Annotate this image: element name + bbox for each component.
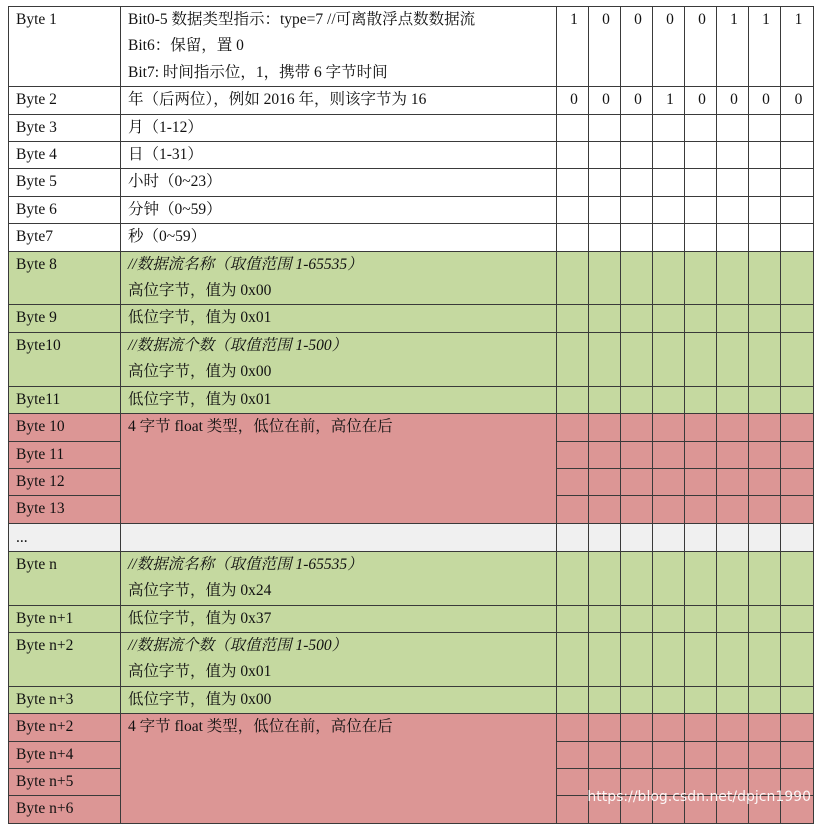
table-row bbox=[9, 87, 814, 114]
bit-cell bbox=[685, 305, 717, 332]
bit-cell: 1 bbox=[781, 7, 814, 87]
bit-cell bbox=[557, 523, 589, 551]
bit-cell bbox=[589, 251, 621, 305]
bit-cell: 0 bbox=[621, 7, 653, 87]
byte-label: Byte 6 bbox=[9, 196, 121, 223]
bit-cell bbox=[557, 414, 589, 441]
bit-cell bbox=[749, 523, 781, 551]
bit-cell bbox=[653, 551, 685, 605]
table-row bbox=[9, 605, 814, 632]
bit-cell bbox=[653, 605, 685, 632]
bit-cell: 0 bbox=[685, 87, 717, 114]
table-row bbox=[9, 114, 814, 141]
bit-cell bbox=[781, 386, 814, 413]
byte-label: Byte10 bbox=[9, 332, 121, 386]
description-line: //数据流名称（取值范围 1-65535） bbox=[128, 255, 363, 273]
bit-cell bbox=[717, 605, 749, 632]
bit-cell bbox=[781, 441, 814, 468]
bit-cell bbox=[621, 142, 653, 169]
bit-cell bbox=[621, 169, 653, 196]
bit-cell bbox=[589, 605, 621, 632]
bit-cell bbox=[557, 468, 589, 495]
bit-cell bbox=[653, 196, 685, 223]
description-line: 高位字节，值为 0x24 bbox=[128, 582, 272, 600]
description-line: 月（1-12） bbox=[128, 118, 203, 136]
bit-cell bbox=[781, 523, 814, 551]
bit-cell bbox=[621, 224, 653, 251]
description-cell bbox=[121, 169, 557, 196]
bit-cell bbox=[589, 305, 621, 332]
bit-cell bbox=[589, 332, 621, 386]
bit-cell bbox=[717, 332, 749, 386]
bit-cell bbox=[749, 468, 781, 495]
bit-cell bbox=[621, 496, 653, 523]
bit-cell bbox=[781, 332, 814, 386]
byte-label: Byte11 bbox=[9, 386, 121, 413]
bit-cell bbox=[557, 114, 589, 141]
bit-cell bbox=[717, 142, 749, 169]
byte-label: Byte 5 bbox=[9, 169, 121, 196]
bit-cell: 0 bbox=[621, 87, 653, 114]
bit-cell bbox=[589, 714, 621, 741]
bit-cell bbox=[781, 468, 814, 495]
description-line: //数据流个数（取值范围 1-500） bbox=[128, 336, 348, 354]
bit-cell bbox=[653, 714, 685, 741]
bit-cell bbox=[621, 468, 653, 495]
bit-cell bbox=[717, 414, 749, 441]
bit-cell bbox=[557, 605, 589, 632]
byte-label: ... bbox=[9, 523, 121, 551]
bit-cell bbox=[685, 686, 717, 713]
bit-cell bbox=[717, 496, 749, 523]
byte-label: Byte n+3 bbox=[9, 686, 121, 713]
bit-cell bbox=[621, 551, 653, 605]
description-cell bbox=[121, 332, 557, 386]
bit-cell bbox=[589, 468, 621, 495]
bit-cell bbox=[621, 414, 653, 441]
bit-cell bbox=[589, 224, 621, 251]
description-cell bbox=[121, 414, 557, 524]
description-line: 小时（0~23） bbox=[128, 173, 222, 191]
description-line: 高位字节，值为 0x00 bbox=[128, 363, 272, 381]
bit-cell bbox=[653, 441, 685, 468]
bit-cell bbox=[717, 251, 749, 305]
byte-label: Byte 9 bbox=[9, 305, 121, 332]
bit-cell bbox=[685, 332, 717, 386]
bit-cell: 0 bbox=[781, 87, 814, 114]
bit-cell bbox=[685, 741, 717, 768]
bit-cell bbox=[749, 632, 781, 686]
bit-cell: 0 bbox=[717, 87, 749, 114]
bit-cell: 0 bbox=[557, 87, 589, 114]
bit-cell bbox=[717, 224, 749, 251]
description-line: 4 字节 float 类型，低位在前，高位在后 bbox=[128, 718, 393, 736]
byte-label: Byte 12 bbox=[9, 468, 121, 495]
bit-cell: 0 bbox=[589, 7, 621, 87]
bit-cell bbox=[781, 251, 814, 305]
bit-cell bbox=[749, 251, 781, 305]
bit-cell bbox=[685, 224, 717, 251]
bit-cell bbox=[685, 496, 717, 523]
bit-cell bbox=[557, 632, 589, 686]
bit-cell bbox=[557, 305, 589, 332]
bit-cell bbox=[589, 386, 621, 413]
table-row bbox=[9, 251, 814, 305]
table-row bbox=[9, 169, 814, 196]
bit-cell bbox=[557, 714, 589, 741]
bit-cell bbox=[653, 523, 685, 551]
bit-cell bbox=[781, 169, 814, 196]
bit-cell bbox=[781, 686, 814, 713]
bit-cell bbox=[749, 686, 781, 713]
byte-label: Byte n+1 bbox=[9, 605, 121, 632]
bit-cell bbox=[589, 741, 621, 768]
bit-cell bbox=[557, 796, 589, 823]
bit-cell bbox=[653, 468, 685, 495]
bit-cell bbox=[717, 468, 749, 495]
bit-cell bbox=[653, 386, 685, 413]
bit-cell bbox=[653, 251, 685, 305]
bit-cell: 1 bbox=[717, 7, 749, 87]
table-row bbox=[9, 632, 814, 686]
bit-cell bbox=[685, 414, 717, 441]
bit-cell bbox=[557, 551, 589, 605]
bit-cell bbox=[685, 169, 717, 196]
bit-cell bbox=[589, 196, 621, 223]
bit-cell bbox=[653, 414, 685, 441]
bit-cell bbox=[685, 441, 717, 468]
description-cell bbox=[121, 87, 557, 114]
bit-cell bbox=[653, 741, 685, 768]
byte-label: Byte n bbox=[9, 551, 121, 605]
bit-cell bbox=[557, 741, 589, 768]
bit-cell bbox=[685, 551, 717, 605]
byte-label: Byte 10 bbox=[9, 414, 121, 441]
bit-cell bbox=[717, 741, 749, 768]
bit-cell bbox=[685, 714, 717, 741]
description-line: 低位字节，值为 0x01 bbox=[128, 390, 272, 408]
bit-cell bbox=[781, 414, 814, 441]
bit-cell bbox=[781, 196, 814, 223]
bit-cell bbox=[621, 741, 653, 768]
bit-cell bbox=[589, 414, 621, 441]
bit-cell bbox=[717, 632, 749, 686]
protocol-table bbox=[8, 6, 814, 824]
bit-cell bbox=[749, 551, 781, 605]
bit-cell bbox=[749, 441, 781, 468]
byte-label: Byte 8 bbox=[9, 251, 121, 305]
bit-cell: 0 bbox=[685, 7, 717, 87]
table-row bbox=[9, 686, 814, 713]
bit-cell bbox=[717, 114, 749, 141]
table-row bbox=[9, 196, 814, 223]
bit-cell bbox=[653, 114, 685, 141]
description-line: Bit0-5 数据类型指示：type=7 //可离散浮点数数据流 bbox=[128, 11, 476, 28]
description-cell bbox=[121, 605, 557, 632]
bit-cell bbox=[589, 632, 621, 686]
bit-cell bbox=[685, 196, 717, 223]
description-line: 分钟（0~59） bbox=[128, 200, 222, 218]
bit-cell bbox=[749, 332, 781, 386]
bit-cell bbox=[557, 496, 589, 523]
bit-cell bbox=[749, 305, 781, 332]
bit-cell bbox=[653, 686, 685, 713]
bit-cell bbox=[653, 496, 685, 523]
bit-cell bbox=[557, 196, 589, 223]
bit-cell bbox=[653, 142, 685, 169]
bit-cell bbox=[557, 441, 589, 468]
description-cell bbox=[121, 251, 557, 305]
description-cell bbox=[121, 523, 557, 551]
byte-label: Byte 2 bbox=[9, 87, 121, 114]
byte-label: Byte n+4 bbox=[9, 741, 121, 768]
byte-label: Byte 11 bbox=[9, 441, 121, 468]
byte-label: Byte 3 bbox=[9, 114, 121, 141]
bit-cell bbox=[589, 169, 621, 196]
bit-cell bbox=[749, 114, 781, 141]
bit-cell bbox=[621, 523, 653, 551]
bit-cell bbox=[653, 632, 685, 686]
bit-cell bbox=[557, 142, 589, 169]
bit-cell bbox=[781, 714, 814, 741]
bit-cell bbox=[653, 332, 685, 386]
bit-cell bbox=[749, 224, 781, 251]
byte-label: Byte7 bbox=[9, 224, 121, 251]
bit-cell bbox=[589, 496, 621, 523]
bit-cell bbox=[685, 114, 717, 141]
bit-cell bbox=[781, 224, 814, 251]
bit-cell bbox=[717, 386, 749, 413]
bit-cell bbox=[653, 224, 685, 251]
bit-cell bbox=[749, 169, 781, 196]
description-line: 低位字节，值为 0x01 bbox=[128, 309, 272, 327]
bit-cell bbox=[685, 251, 717, 305]
bit-cell bbox=[717, 196, 749, 223]
table-row bbox=[9, 224, 814, 251]
table-row bbox=[9, 414, 814, 441]
byte-label: Byte 1 bbox=[9, 7, 121, 87]
description-line: 秒（0~59） bbox=[128, 228, 207, 246]
bit-cell bbox=[589, 523, 621, 551]
description-line: 高位字节，值为 0x01 bbox=[128, 663, 272, 681]
bit-cell: 1 bbox=[557, 7, 589, 87]
description-line: //数据流个数（取值范围 1-500） bbox=[128, 636, 348, 654]
bit-cell: 0 bbox=[653, 7, 685, 87]
byte-label: Byte n+6 bbox=[9, 796, 121, 823]
bit-cell bbox=[717, 523, 749, 551]
bit-cell bbox=[621, 441, 653, 468]
bit-cell bbox=[589, 686, 621, 713]
bit-cell: 0 bbox=[589, 87, 621, 114]
bit-cell bbox=[717, 169, 749, 196]
bit-cell bbox=[621, 332, 653, 386]
table-row bbox=[9, 305, 814, 332]
description-cell bbox=[121, 386, 557, 413]
bit-cell bbox=[749, 741, 781, 768]
byte-label: Byte n+2 bbox=[9, 714, 121, 741]
description-line: Bit7: 时间指示位，1，携带 6 字节时间 bbox=[128, 63, 388, 81]
bit-cell bbox=[621, 686, 653, 713]
description-cell bbox=[121, 551, 557, 605]
byte-label: Byte n+5 bbox=[9, 768, 121, 795]
description-line: 高位字节，值为 0x00 bbox=[128, 282, 272, 300]
description-line: 年（后两位），例如 2016 年，则该字节为 16 bbox=[128, 91, 427, 109]
bit-cell bbox=[557, 169, 589, 196]
table-row bbox=[9, 332, 814, 386]
bit-cell bbox=[781, 605, 814, 632]
bit-cell bbox=[653, 169, 685, 196]
bit-cell bbox=[685, 468, 717, 495]
bit-cell bbox=[749, 496, 781, 523]
bit-cell bbox=[685, 142, 717, 169]
bit-cell bbox=[781, 632, 814, 686]
table-row bbox=[9, 523, 814, 551]
bit-cell bbox=[749, 605, 781, 632]
bit-cell bbox=[557, 686, 589, 713]
description-cell bbox=[121, 114, 557, 141]
description-cell bbox=[121, 305, 557, 332]
description-line: 低位字节，值为 0x37 bbox=[128, 609, 272, 627]
description-line: 4 字节 float 类型，低位在前，高位在后 bbox=[128, 418, 393, 436]
description-cell bbox=[121, 224, 557, 251]
byte-label: Byte 4 bbox=[9, 142, 121, 169]
description-cell bbox=[121, 632, 557, 686]
bit-cell: 0 bbox=[749, 87, 781, 114]
bit-cell bbox=[717, 686, 749, 713]
bit-cell bbox=[621, 251, 653, 305]
table-row bbox=[9, 7, 814, 87]
bit-cell bbox=[621, 386, 653, 413]
byte-label: Byte n+2 bbox=[9, 632, 121, 686]
bit-cell bbox=[589, 142, 621, 169]
bit-cell bbox=[781, 551, 814, 605]
bit-cell bbox=[781, 496, 814, 523]
bit-cell bbox=[781, 114, 814, 141]
bit-cell bbox=[557, 386, 589, 413]
bit-cell bbox=[781, 142, 814, 169]
bit-cell bbox=[749, 414, 781, 441]
bit-cell bbox=[621, 632, 653, 686]
bit-cell bbox=[685, 632, 717, 686]
description-cell bbox=[121, 714, 557, 824]
watermark: https://blog.csdn.net/dpjcn1990 bbox=[587, 789, 811, 805]
bit-cell bbox=[781, 305, 814, 332]
bit-cell bbox=[749, 714, 781, 741]
bit-cell bbox=[557, 251, 589, 305]
bit-cell bbox=[621, 196, 653, 223]
bit-cell bbox=[653, 305, 685, 332]
table-row bbox=[9, 714, 814, 741]
bit-cell bbox=[749, 386, 781, 413]
description-line: //数据流名称（取值范围 1-65535） bbox=[128, 555, 363, 573]
bit-cell bbox=[621, 114, 653, 141]
bit-cell bbox=[621, 605, 653, 632]
description-line: 低位字节，值为 0x00 bbox=[128, 690, 272, 708]
bit-cell bbox=[557, 224, 589, 251]
description-line: Bit6：保留，置 0 bbox=[128, 37, 244, 55]
bit-cell bbox=[717, 441, 749, 468]
bit-cell bbox=[717, 305, 749, 332]
bit-cell bbox=[589, 551, 621, 605]
bit-cell bbox=[621, 714, 653, 741]
bit-cell: 1 bbox=[749, 7, 781, 87]
bit-cell bbox=[685, 523, 717, 551]
bit-cell bbox=[621, 305, 653, 332]
bit-cell bbox=[557, 332, 589, 386]
bit-cell bbox=[685, 386, 717, 413]
bit-cell bbox=[717, 714, 749, 741]
bit-cell bbox=[557, 768, 589, 795]
bit-cell bbox=[589, 441, 621, 468]
table-row bbox=[9, 551, 814, 605]
bit-cell bbox=[589, 114, 621, 141]
bit-cell bbox=[749, 196, 781, 223]
bit-cell: 1 bbox=[653, 87, 685, 114]
bit-cell bbox=[717, 551, 749, 605]
description-cell bbox=[121, 7, 557, 87]
bit-cell bbox=[749, 142, 781, 169]
byte-label: Byte 13 bbox=[9, 496, 121, 523]
description-cell bbox=[121, 686, 557, 713]
bit-cell bbox=[685, 605, 717, 632]
table-row bbox=[9, 142, 814, 169]
table-row bbox=[9, 386, 814, 413]
description-line: 日（1-31） bbox=[128, 146, 203, 164]
bit-cell bbox=[781, 741, 814, 768]
description-cell bbox=[121, 142, 557, 169]
description-cell bbox=[121, 196, 557, 223]
